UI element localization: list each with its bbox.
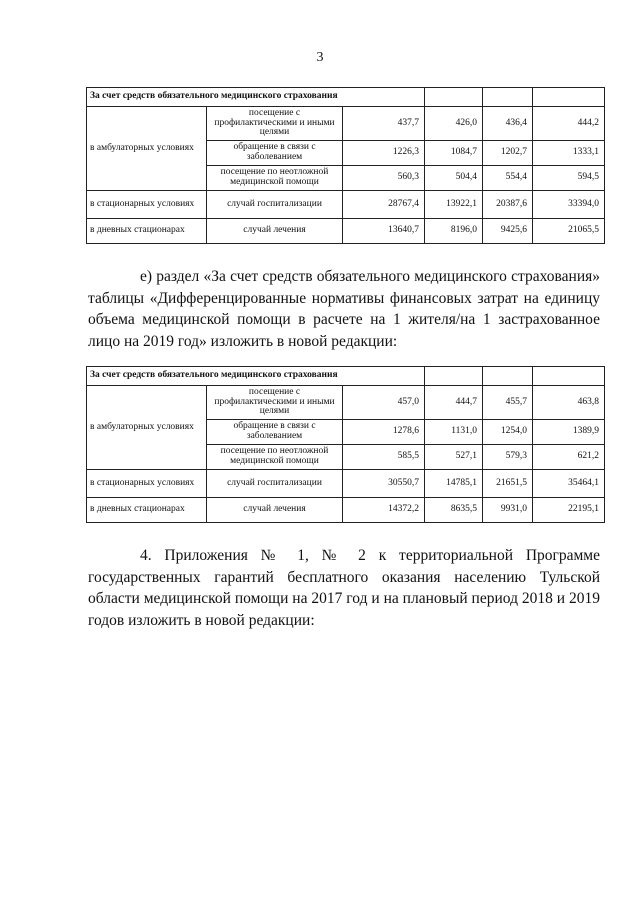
value-cell: 1254,0 [483, 420, 533, 445]
value-cell: 13640,7 [343, 219, 425, 244]
value-cell: 554,4 [483, 166, 533, 191]
unit-cell: случай лечения [207, 498, 343, 523]
value-cell: 457,0 [343, 386, 425, 420]
unit-cell: посещение с профилактическими и иными целями [207, 107, 343, 141]
category-cell: в стационарных условиях [87, 470, 207, 498]
unit-cell: посещение по неотложной медицинской помощи [207, 166, 343, 191]
category-cell: в амбулаторных условиях [87, 386, 207, 470]
value-cell: 9425,6 [483, 219, 533, 244]
value-cell: 28767,4 [343, 191, 425, 219]
table-section-header: За счет средств обязательного медицинского страхования [87, 88, 425, 107]
normatives-table-2018 [86, 87, 605, 244]
value-cell: 8196,0 [425, 219, 483, 244]
value-cell: 1084,7 [425, 141, 483, 166]
table-section-header: За счет средств обязательного медицинского страхования [87, 367, 425, 386]
value-cell: 621,2 [533, 445, 605, 470]
value-cell: 33394,0 [533, 191, 605, 219]
value-cell: 20387,6 [483, 191, 533, 219]
value-cell: 30550,7 [343, 470, 425, 498]
unit-cell: посещение по неотложной медицинской помощи [207, 445, 343, 470]
value-cell: 1278,6 [343, 420, 425, 445]
value-cell: 527,1 [425, 445, 483, 470]
unit-cell: случай лечения [207, 219, 343, 244]
paragraph-e [88, 266, 600, 352]
category-cell: в амбулаторных условиях [87, 107, 207, 191]
table-row [87, 191, 605, 219]
value-cell: 1226,3 [343, 141, 425, 166]
value-cell: 1389,9 [533, 420, 605, 445]
value-cell: 1202,7 [483, 141, 533, 166]
category-cell: в стационарных условиях [87, 191, 207, 219]
table-row [87, 219, 605, 244]
value-cell: 21065,5 [533, 219, 605, 244]
table-row [87, 386, 605, 420]
value-cell: 1333,1 [533, 141, 605, 166]
value-cell: 426,0 [425, 107, 483, 141]
value-cell: 21651,5 [483, 470, 533, 498]
paragraph-4-text: 4. Приложения № 1, № 2 к территориальной Программе государственных гарантий бесплатного оказания населению Тульской области медицинской помощи на 2017 год и на плановый период 2018 и 2019 годов изложить в новой редакции: [88, 547, 600, 629]
value-cell: 8635,5 [425, 498, 483, 523]
value-cell: 22195,1 [533, 498, 605, 523]
unit-cell: обращение в связи с заболеванием [207, 420, 343, 445]
value-cell: 560,3 [343, 166, 425, 191]
value-cell: 1131,0 [425, 420, 483, 445]
value-cell: 437,7 [343, 107, 425, 141]
page-number: 3 [316, 50, 324, 65]
value-cell: 14785,1 [425, 470, 483, 498]
value-cell: 13922,1 [425, 191, 483, 219]
value-cell: 585,5 [343, 445, 425, 470]
unit-cell: обращение в связи с заболеванием [207, 141, 343, 166]
table-row [87, 470, 605, 498]
paragraph-e-text: е) раздел «За счет средств обязательного медицинского страхования» таблицы «Дифференцированные нормативы финансовых затрат на единицу объема медицинской помощи в расчете на 1 жителя/на 1 застрахованное лицо на 2019 год» изложить в новой редакции: [88, 268, 600, 350]
paragraph-4 [88, 545, 600, 631]
unit-cell: посещение с профилактическими и иными целями [207, 386, 343, 420]
table-row [87, 107, 605, 141]
category-cell: в дневных стационарах [87, 498, 207, 523]
value-cell: 35464,1 [533, 470, 605, 498]
value-cell: 594,5 [533, 166, 605, 191]
value-cell: 9931,0 [483, 498, 533, 523]
value-cell: 504,4 [425, 166, 483, 191]
value-cell: 463,8 [533, 386, 605, 420]
category-cell: в дневных стационарах [87, 219, 207, 244]
value-cell: 444,7 [425, 386, 483, 420]
unit-cell: случай госпитализации [207, 191, 343, 219]
value-cell: 579,3 [483, 445, 533, 470]
unit-cell: случай госпитализации [207, 470, 343, 498]
value-cell: 455,7 [483, 386, 533, 420]
value-cell: 444,2 [533, 107, 605, 141]
table-row [87, 498, 605, 523]
table-header-row [87, 88, 605, 107]
table-header-row [87, 367, 605, 386]
normatives-table-2019 [86, 366, 605, 523]
value-cell: 436,4 [483, 107, 533, 141]
value-cell: 14372,2 [343, 498, 425, 523]
